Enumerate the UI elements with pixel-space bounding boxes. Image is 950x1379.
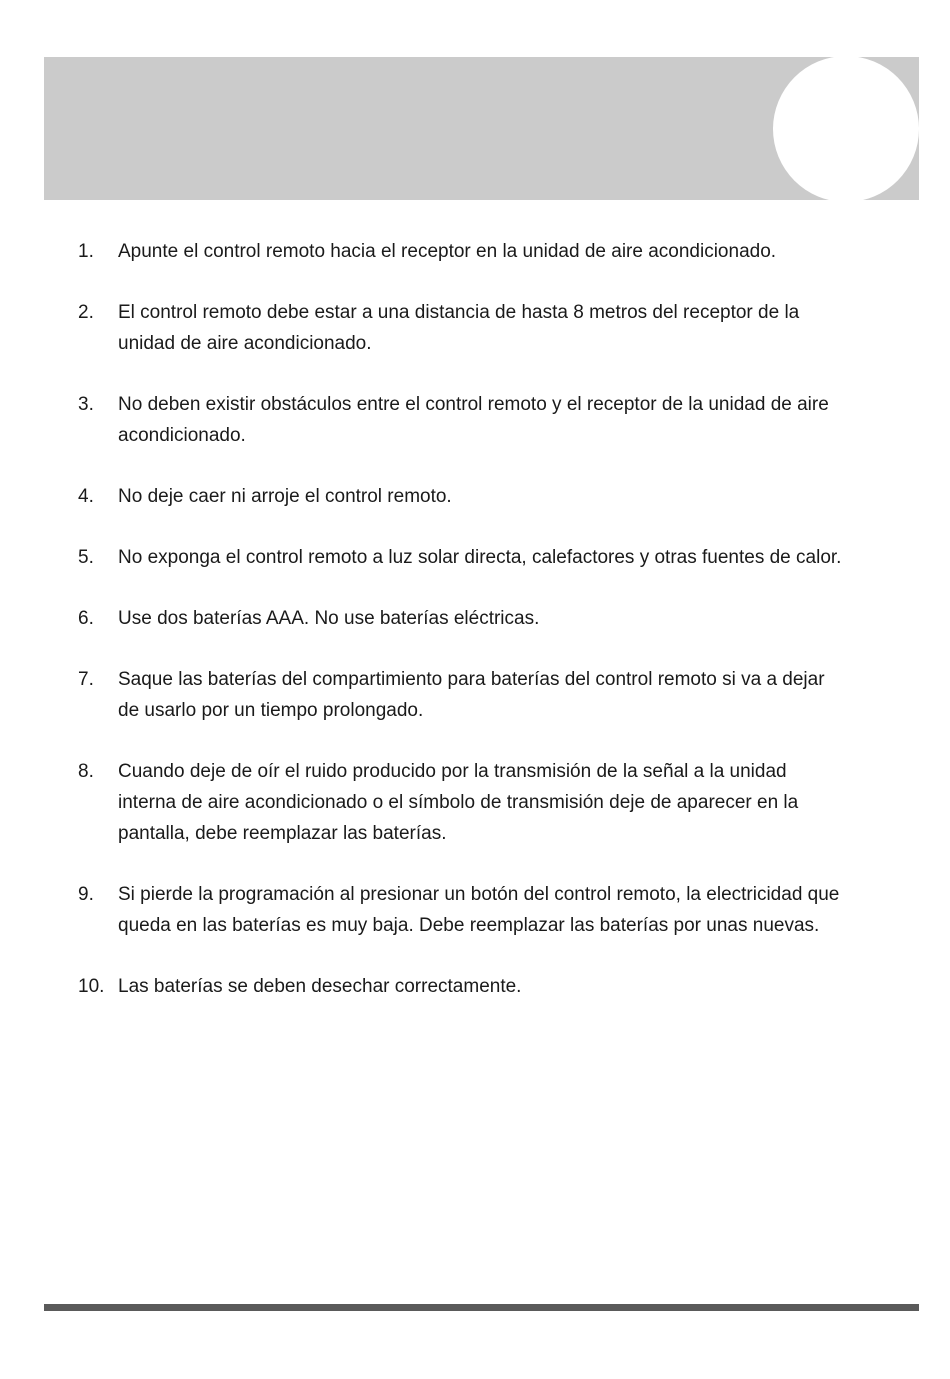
instruction-item [78,542,848,573]
item-text: No deben existir obstáculos entre el control remoto y el receptor de la unidad de aire acondicionado. [118,394,829,446]
header-circle-decoration [773,57,919,200]
instruction-item [78,236,848,267]
item-text: Use dos baterías AAA. No use baterías eléctricas. [118,608,540,629]
instruction-item [78,756,848,849]
instruction-item [78,664,848,726]
instruction-list [78,236,848,1032]
instruction-item [78,879,848,941]
item-text: Las baterías se deben desechar correctamente. [118,976,522,997]
instruction-item [78,603,848,634]
item-text: Si pierde la programación al presionar un botón del control remoto, la electricidad que queda en las baterías es muy baja. Debe reemplazar las baterías por unas nuevas. [118,884,840,936]
instruction-item [78,389,848,451]
item-text: No exponga el control remoto a luz solar directa, calefactores y otras fuentes de calor. [118,547,842,568]
item-number: 1. [78,241,94,262]
item-number: 2. [78,302,94,323]
item-number: 5. [78,547,94,568]
item-number: 4. [78,486,94,507]
item-number: 6. [78,608,94,629]
header-band [44,57,919,200]
item-number: 3. [78,394,94,415]
instruction-item [78,971,848,1002]
item-text: Cuando deje de oír el ruido producido por la transmisión de la señal a la unidad interna de aire acondicionado o el símbolo de transmisión deje de aparecer en la pantalla, debe reemplazar las baterías. [118,761,799,844]
item-number: 8. [78,761,94,782]
instruction-item [78,481,848,512]
item-text: No deje caer ni arroje el control remoto. [118,486,452,507]
item-number: 10. [78,976,105,997]
footer-rule [44,1304,919,1311]
item-number: 9. [78,884,94,905]
item-text: El control remoto debe estar a una distancia de hasta 8 metros del receptor de la unidad de aire acondicionado. [118,302,800,354]
item-text: Apunte el control remoto hacia el receptor en la unidad de aire acondicionado. [118,241,777,262]
instruction-item [78,297,848,359]
item-number: 7. [78,669,94,690]
item-text: Saque las baterías del compartimiento para baterías del control remoto si va a dejar de usarlo por un tiempo prolongado. [118,669,825,721]
